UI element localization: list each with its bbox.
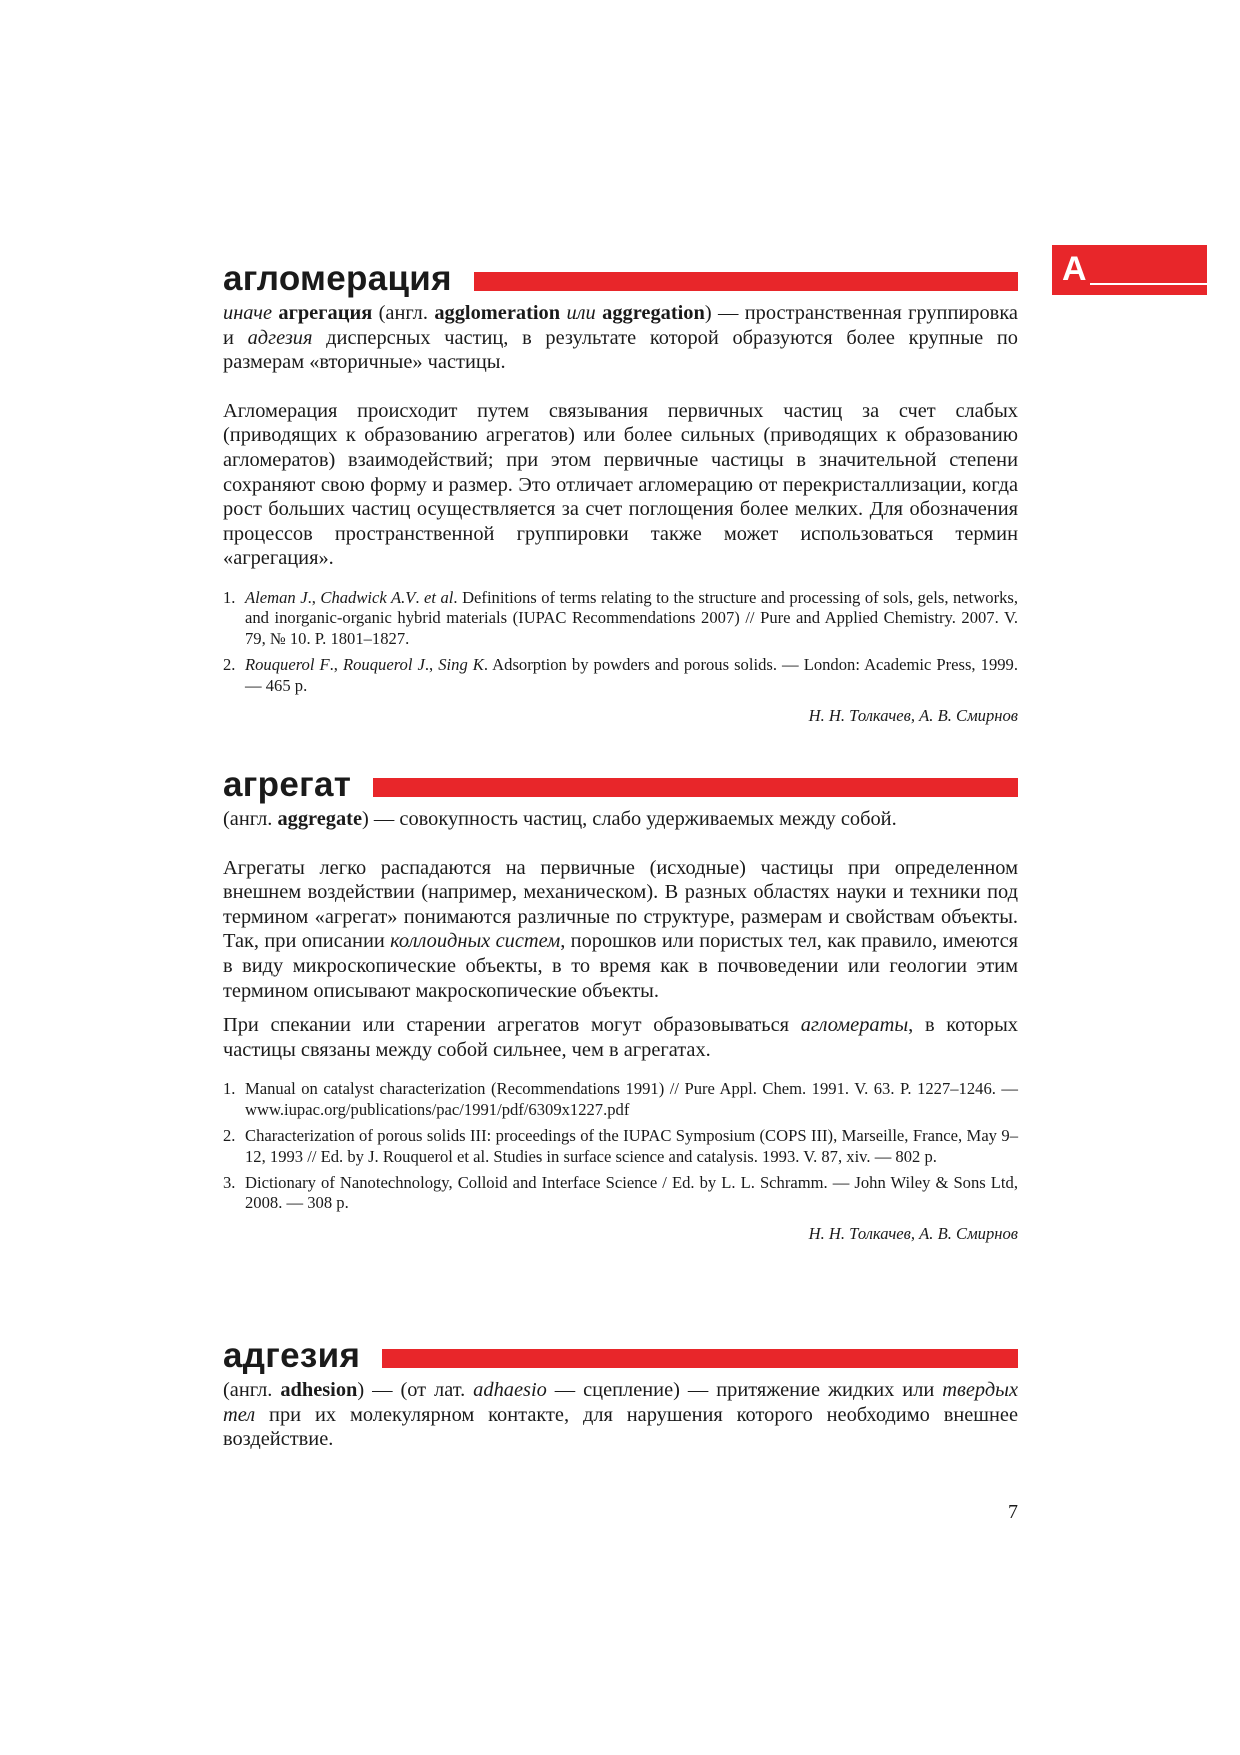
page-number: 7 — [1008, 1501, 1018, 1523]
entry-adgeziya — [223, 1336, 1018, 1452]
reference-number: 3. — [223, 1172, 236, 1192]
reference-number: 2. — [223, 655, 236, 675]
text-run: (англ. — [372, 302, 435, 324]
bold-term: aggregation — [602, 302, 705, 324]
entry-term: агрегат — [223, 765, 352, 804]
text-run: , в которых частицы связаны между собой сильнее, чем в агрегатах. — [223, 1014, 1018, 1061]
text-run: , порошков или пористых тел, как правило, имеются в виду микроскопические объекты, в то время как в почвоведении или геологии этим термином описывают макроскопические объекты. — [223, 930, 1018, 1002]
italic-term: иначе — [223, 302, 273, 324]
text-run: . Adsorption by powders and porous solids. — London: Academic Press, 1999. — 465 p. — [245, 655, 1018, 695]
reference-text — [245, 1126, 1018, 1167]
term-bar — [373, 778, 1018, 797]
reference-item — [223, 588, 1018, 649]
entry-authors: Н. Н. Толкачев, А. В. Смирнов — [808, 705, 1018, 725]
italic-term: или — [566, 302, 596, 324]
text-run: При спекании или старении агрегатов могут образовываться — [223, 1014, 801, 1037]
italic-term: агломераты — [800, 1014, 909, 1037]
reference-item — [223, 1126, 1018, 1167]
term-bar — [382, 1349, 1018, 1368]
bold-term: агрегация — [278, 302, 373, 324]
text-run: — сцепление) — притяжение жидких или — [546, 1379, 943, 1401]
italic-term: адгезия — [247, 326, 313, 349]
text-run: дисперсных частиц, в результате которой образуются более крупные по размерам «вторичные» частицы. — [223, 326, 1018, 374]
text-run: ) — пространственная группировка и — [223, 302, 1018, 349]
entry-term: агломерация — [223, 259, 452, 298]
entry-definition — [223, 807, 1018, 832]
entry-aglomeratsiya — [223, 259, 1018, 726]
italic-term: Rouquerol F — [245, 655, 330, 675]
entry-body-paragraph — [223, 856, 1018, 1004]
entry-definition — [223, 301, 1018, 375]
reference-list — [223, 588, 1018, 696]
entry-authors: Н. Н. Толкачев, А. В. Смирнов — [808, 1223, 1018, 1243]
text-run: (англ. — [223, 808, 278, 830]
reference-number: 1. — [223, 1079, 236, 1099]
italic-term: Rouquerol J — [343, 655, 425, 675]
reference-item — [223, 1079, 1018, 1120]
text-run: ) — (от лат. — [357, 1379, 474, 1401]
reference-text — [245, 1173, 1018, 1214]
reference-text — [245, 588, 1018, 649]
text-run: Characterization of porous solids III: proceedings of the IUPAC Symposium (COPS III), Marseille, France, May 9–12, 1993 // Ed. by J. Rouquerol et al. Studies in surface science and catalysis. 1993. V. 87, xiv. — 802 p. — [245, 1126, 1018, 1166]
section-letter: А — [1062, 250, 1087, 288]
entry-term: адгезия — [223, 1336, 361, 1375]
italic-term: твердых тел — [223, 1379, 1018, 1426]
italic-term: Aleman J — [245, 587, 308, 607]
text-run: ., — [329, 655, 343, 675]
text-run: при их молекулярном контакте, для нарушения которого необходимо внешнее воздействие. — [223, 1403, 1018, 1451]
text-run: ., — [424, 655, 439, 675]
text-run: ) — совокупность частиц, слабо удерживаемых между собой. — [362, 808, 897, 830]
text-run: ., — [307, 587, 321, 607]
text-run: . Definitions of terms relating to the structure and processing of sols, gels, networks, and inorganic-organic hybrid materials (IUPAC Recommendations 2007) // Pure and Applied Chemistry. 2007. V. 79, № 10. P. 1801–1827. — [245, 587, 1018, 648]
italic-term: коллоидных систем — [390, 930, 561, 953]
reference-number: 1. — [223, 587, 236, 607]
term-bar — [474, 272, 1018, 291]
text-run: . — [415, 587, 425, 607]
entry-body-paragraph — [223, 1013, 1018, 1062]
entry-header — [223, 765, 1018, 805]
entry-header — [223, 259, 1018, 299]
reference-list — [223, 1079, 1018, 1213]
tab-underline — [1090, 283, 1207, 285]
entry-header — [223, 1336, 1018, 1376]
italic-term: et al — [424, 587, 454, 607]
text-run: Manual on catalyst characterization (Recommendations 1991) // Pure Appl. Chem. 1991. V. 63. P. 1227–1246. — www.iupac.org/publications/pac/1991/pdf/6309x1227.pdf — [245, 1079, 1018, 1119]
text-run: Агломерация происходит путем связывания первичных частиц за счет слабых (приводящих к образованию агрегатов) или более сильных (приводящих к образованию агломератов) взаимодействий; при этом первичные частицы в значительной степени сохраняют свою форму и размер. Это отличает агломерацию от перекристаллизации, когда рост больших частиц осуществляется за счет поглощения более мелких. Для обозначения процессов пространственной группировки также может использоваться термин «агрегация». — [223, 399, 1018, 570]
reference-text — [245, 1079, 1018, 1120]
reference-item — [223, 1173, 1018, 1214]
entry-agregat — [223, 765, 1018, 1244]
italic-term: Chadwick A.V — [320, 587, 416, 607]
entry-body-paragraph — [223, 399, 1018, 571]
text-run: Dictionary of Nanotechnology, Colloid and Interface Science / Ed. by L. L. Schramm. — John Wiley & Sons Ltd, 2008. — 308 p. — [245, 1172, 1018, 1213]
reference-item — [223, 655, 1018, 696]
text-run: Агрегаты легко распадаются на первичные (исходные) частицы при определенном внешнем воздействии (например, механическом). В разных областях науки и техники под термином «агрегат» понимаются различные по структуре, размерам и свойствам объекты. Так, при описании — [223, 856, 1018, 953]
section-tab — [1052, 245, 1207, 295]
bold-term: adhesion — [280, 1379, 358, 1401]
bold-term: agglomeration — [434, 302, 561, 324]
reference-number: 2. — [223, 1126, 236, 1146]
text-run: (англ. — [223, 1379, 281, 1401]
reference-text — [245, 655, 1018, 696]
italic-term: Sing K — [438, 655, 484, 675]
italic-term: adhaesio — [473, 1379, 547, 1401]
bold-term: aggregate — [277, 808, 363, 830]
entry-definition — [223, 1378, 1018, 1452]
